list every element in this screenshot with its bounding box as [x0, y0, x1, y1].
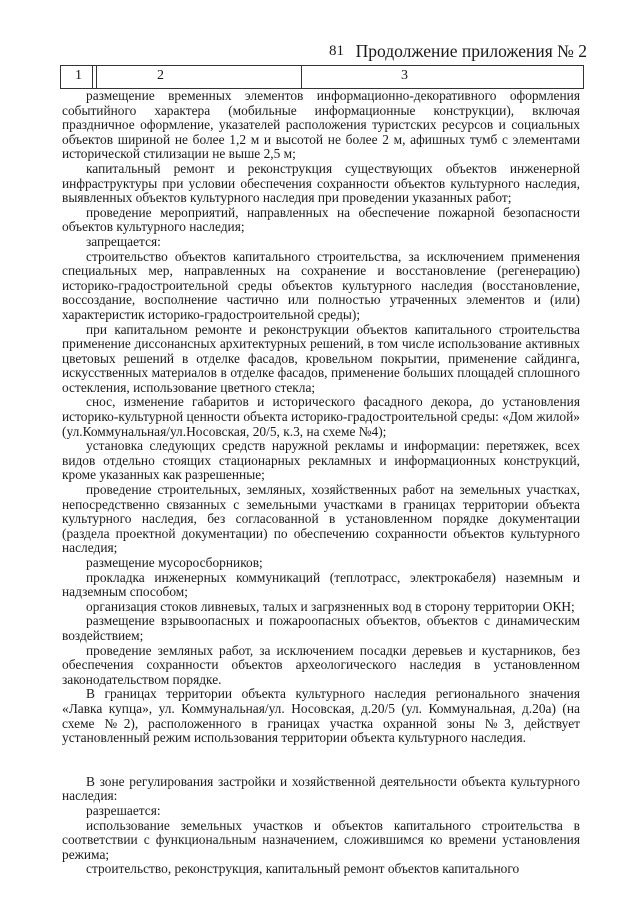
paragraph: прокладка инженерных коммуникаций (теплотрасс, электрокабеля) наземным и надземным способом; [62, 569, 580, 600]
column-divider [96, 66, 97, 88]
paragraph: запрещается: [86, 233, 161, 249]
paragraph: проведение земляных работ, за исключением посадки деревьев и кустарников, без обеспечения сохранности объектов археологического наследия в установленном законодательством порядке. [62, 642, 580, 687]
paragraph: снос, изменение габаритов и исторического фасадного декора, до установления историко-культурной ценности объекта историко-градостроительной среды: «Дом жилой» (ул.Коммунальная/ул.Носовская, 20/5, к.3, на схеме №4); [62, 394, 580, 439]
paragraph: В зоне регулирования застройки и хозяйственной деятельности объекта культурного наследия: [62, 773, 580, 804]
page-number: 81 [329, 43, 344, 59]
paragraph: размещение взрывоопасных и пожароопасных объектов, объектов с динамическим воздействием; [62, 613, 580, 643]
column-number-3: 3 [401, 68, 408, 83]
table-column-numbers [60, 65, 584, 89]
column-divider [301, 66, 302, 88]
column-number-1: 1 [75, 68, 82, 83]
paragraph: разрешается: [86, 802, 161, 818]
paragraph: В границах территории объекта культурного наследия регионального значения «Лавка купца», ул. Коммунальная/ул. Носовская, д.20/5 (ул. Коммунальная, д.20а) (на схеме №2), расположенного в границах участка охранной зоны №3, действует установленный режим использования территории объекта культурного наследия. [62, 686, 580, 746]
column-divider [92, 66, 93, 88]
paragraph: размещение временных элементов информационно-декоративного оформления событийного характера (мобильные информационные конструкции), включая праздничное оформление, указателей расположения туристских ресурсов и социальных объектов шириной не более 1,2 м и высотой не более 2 м, афишных тумб с элементами исторической стилизации не выше 2,5 м; [62, 88, 580, 162]
document-body [62, 89, 580, 877]
paragraph: организация стоков ливневых, талых и загрязненных вод в сторону территории ОКН; [86, 598, 575, 614]
paragraph: строительство, реконструкция, капитальный ремонт объектов капитального [86, 861, 520, 877]
paragraph: при капитальном ремонте и реконструкции объектов капитального строительства применение диссонансных архитектурных решений, в том числе использование активных цветовых решений в отделке фасадов, кровельном покрытии, применение сайдинга, искусственных материалов в отделке фасадов, применение больших площадей сплошного остекления, использование цветного стекла; [62, 321, 580, 395]
paragraph: капитальный ремонт и реконструкция существующих объектов инженерной инфраструктуры при условии обеспечения сохранности объектов культурного наследия, выявленных объектов культурного наследия при проведении указанных работ; [62, 160, 580, 206]
appendix-title: Продолжение приложения № 2 [355, 41, 587, 61]
paragraph: использование земельных участков и объектов капитального строительства в соответствии с функциональным назначением, сложившимся ко времени установления режима; [62, 817, 580, 862]
column-number-2: 2 [157, 68, 164, 83]
paragraph: строительство объектов капитального строительства, за исключением применения специальных мер, направленных на сохранение и восстановление (регенерацию) историко-градостроительной среды объектов культурного наследия (восстановление, воссоздание, восполнение частично или полностью утраченных элементов и (или) характеристик историко-градостроительной среды); [62, 248, 580, 322]
paragraph: проведение мероприятий, направленных на обеспечение пожарной безопасности объектов культурного наследия; [62, 204, 580, 235]
paragraph: размещение мусоросборников; [86, 555, 263, 570]
paragraph: проведение строительных, земляных, хозяйственных работ на земельных участках, непосредственно связанных с земельными участками в границах территории объекта культурного наследия, без согласованной в установленном порядке документации (раздела проектной документации) по обеспечению сохранности объектов культурного наследия; [62, 482, 580, 556]
paragraph: установка следующих средств наружной рекламы и информации: перетяжек, всех видов отдельно стоящих стационарных рекламных и информационных конструкций, кроме указанных как разрешенные; [62, 438, 580, 483]
page-header [0, 40, 640, 66]
